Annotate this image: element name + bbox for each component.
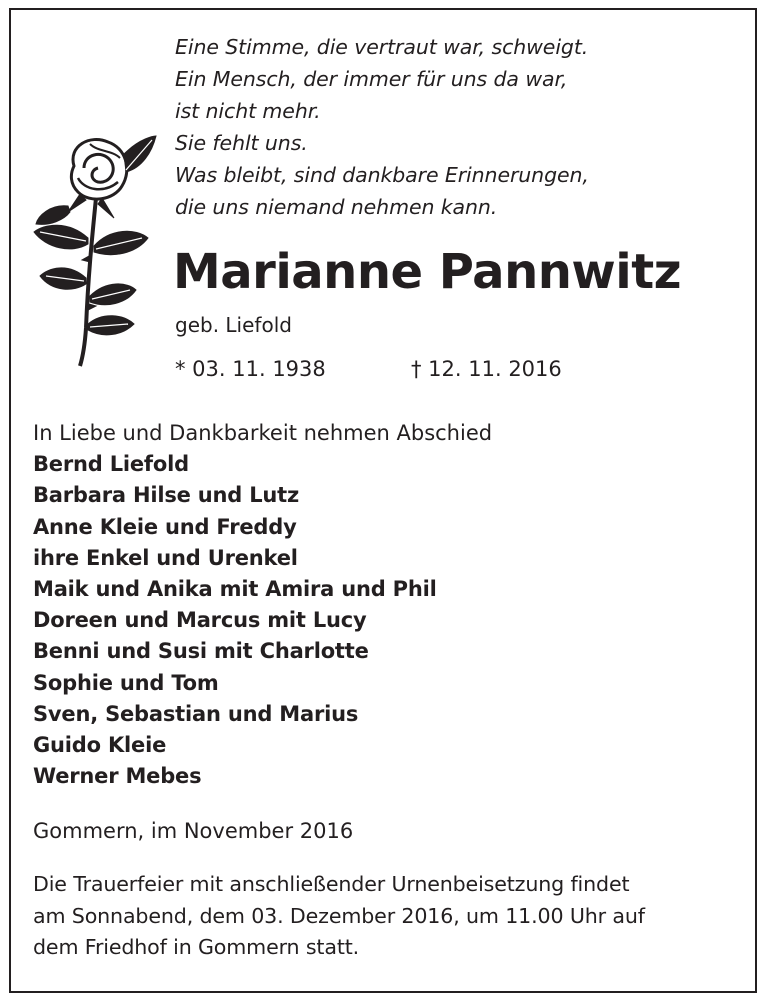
mourners-list xyxy=(33,418,733,792)
mourner-name: Bernd Liefold xyxy=(33,452,189,477)
poem xyxy=(175,31,735,223)
poem-line: ist nicht mehr. xyxy=(175,99,321,123)
funeral-notice xyxy=(33,869,745,964)
rose-icon xyxy=(28,128,160,368)
poem-line: Sie fehlt uns. xyxy=(175,131,308,155)
poem-line: Ein Mensch, der immer für uns da war, xyxy=(175,67,568,91)
mourner-name: Benni und Susi mit Charlotte xyxy=(33,639,369,664)
funeral-notice-line: Die Trauerfeier mit anschließender Urnenbeisetzung findet xyxy=(33,872,630,896)
death-date: † 12. 11. 2016 xyxy=(411,357,562,381)
poem-line: Was bleibt, sind dankbare Erinnerungen, xyxy=(175,163,589,187)
mourners-intro: In Liebe und Dankbarkeit nehmen Abschied xyxy=(33,421,493,445)
mourner-name: Maik und Anika mit Amira und Phil xyxy=(33,577,437,602)
mourner-name: Anne Kleie und Freddy xyxy=(33,514,297,539)
poem-line: Eine Stimme, die vertraut war, schweigt. xyxy=(175,35,589,59)
funeral-notice-line: am Sonnabend, dem 03. Dezember 2016, um 11.00 Uhr auf xyxy=(33,903,645,928)
birth-date: * 03. 11. 1938 xyxy=(175,357,326,381)
mourner-name: Barbara Hilse und Lutz xyxy=(33,483,300,508)
mourner-name: Werner Mebes xyxy=(33,764,202,789)
poem-line: die uns niemand nehmen kann. xyxy=(175,195,498,219)
deceased-name: Marianne Pannwitz xyxy=(173,244,682,300)
funeral-notice-line: dem Friedhof in Gommern statt. xyxy=(33,935,360,959)
mourner-name: Sven, Sebastian und Marius xyxy=(33,701,359,726)
mourner-name: Doreen und Marcus mit Lucy xyxy=(33,608,367,633)
mourner-name: Sophie und Tom xyxy=(33,670,219,695)
maiden-name: geb. Liefold xyxy=(175,313,292,337)
place-and-date: Gommern, im November 2016 xyxy=(33,819,354,843)
mourner-name: Guido Kleie xyxy=(33,733,167,758)
mourner-name: ihre Enkel und Urenkel xyxy=(33,545,298,570)
